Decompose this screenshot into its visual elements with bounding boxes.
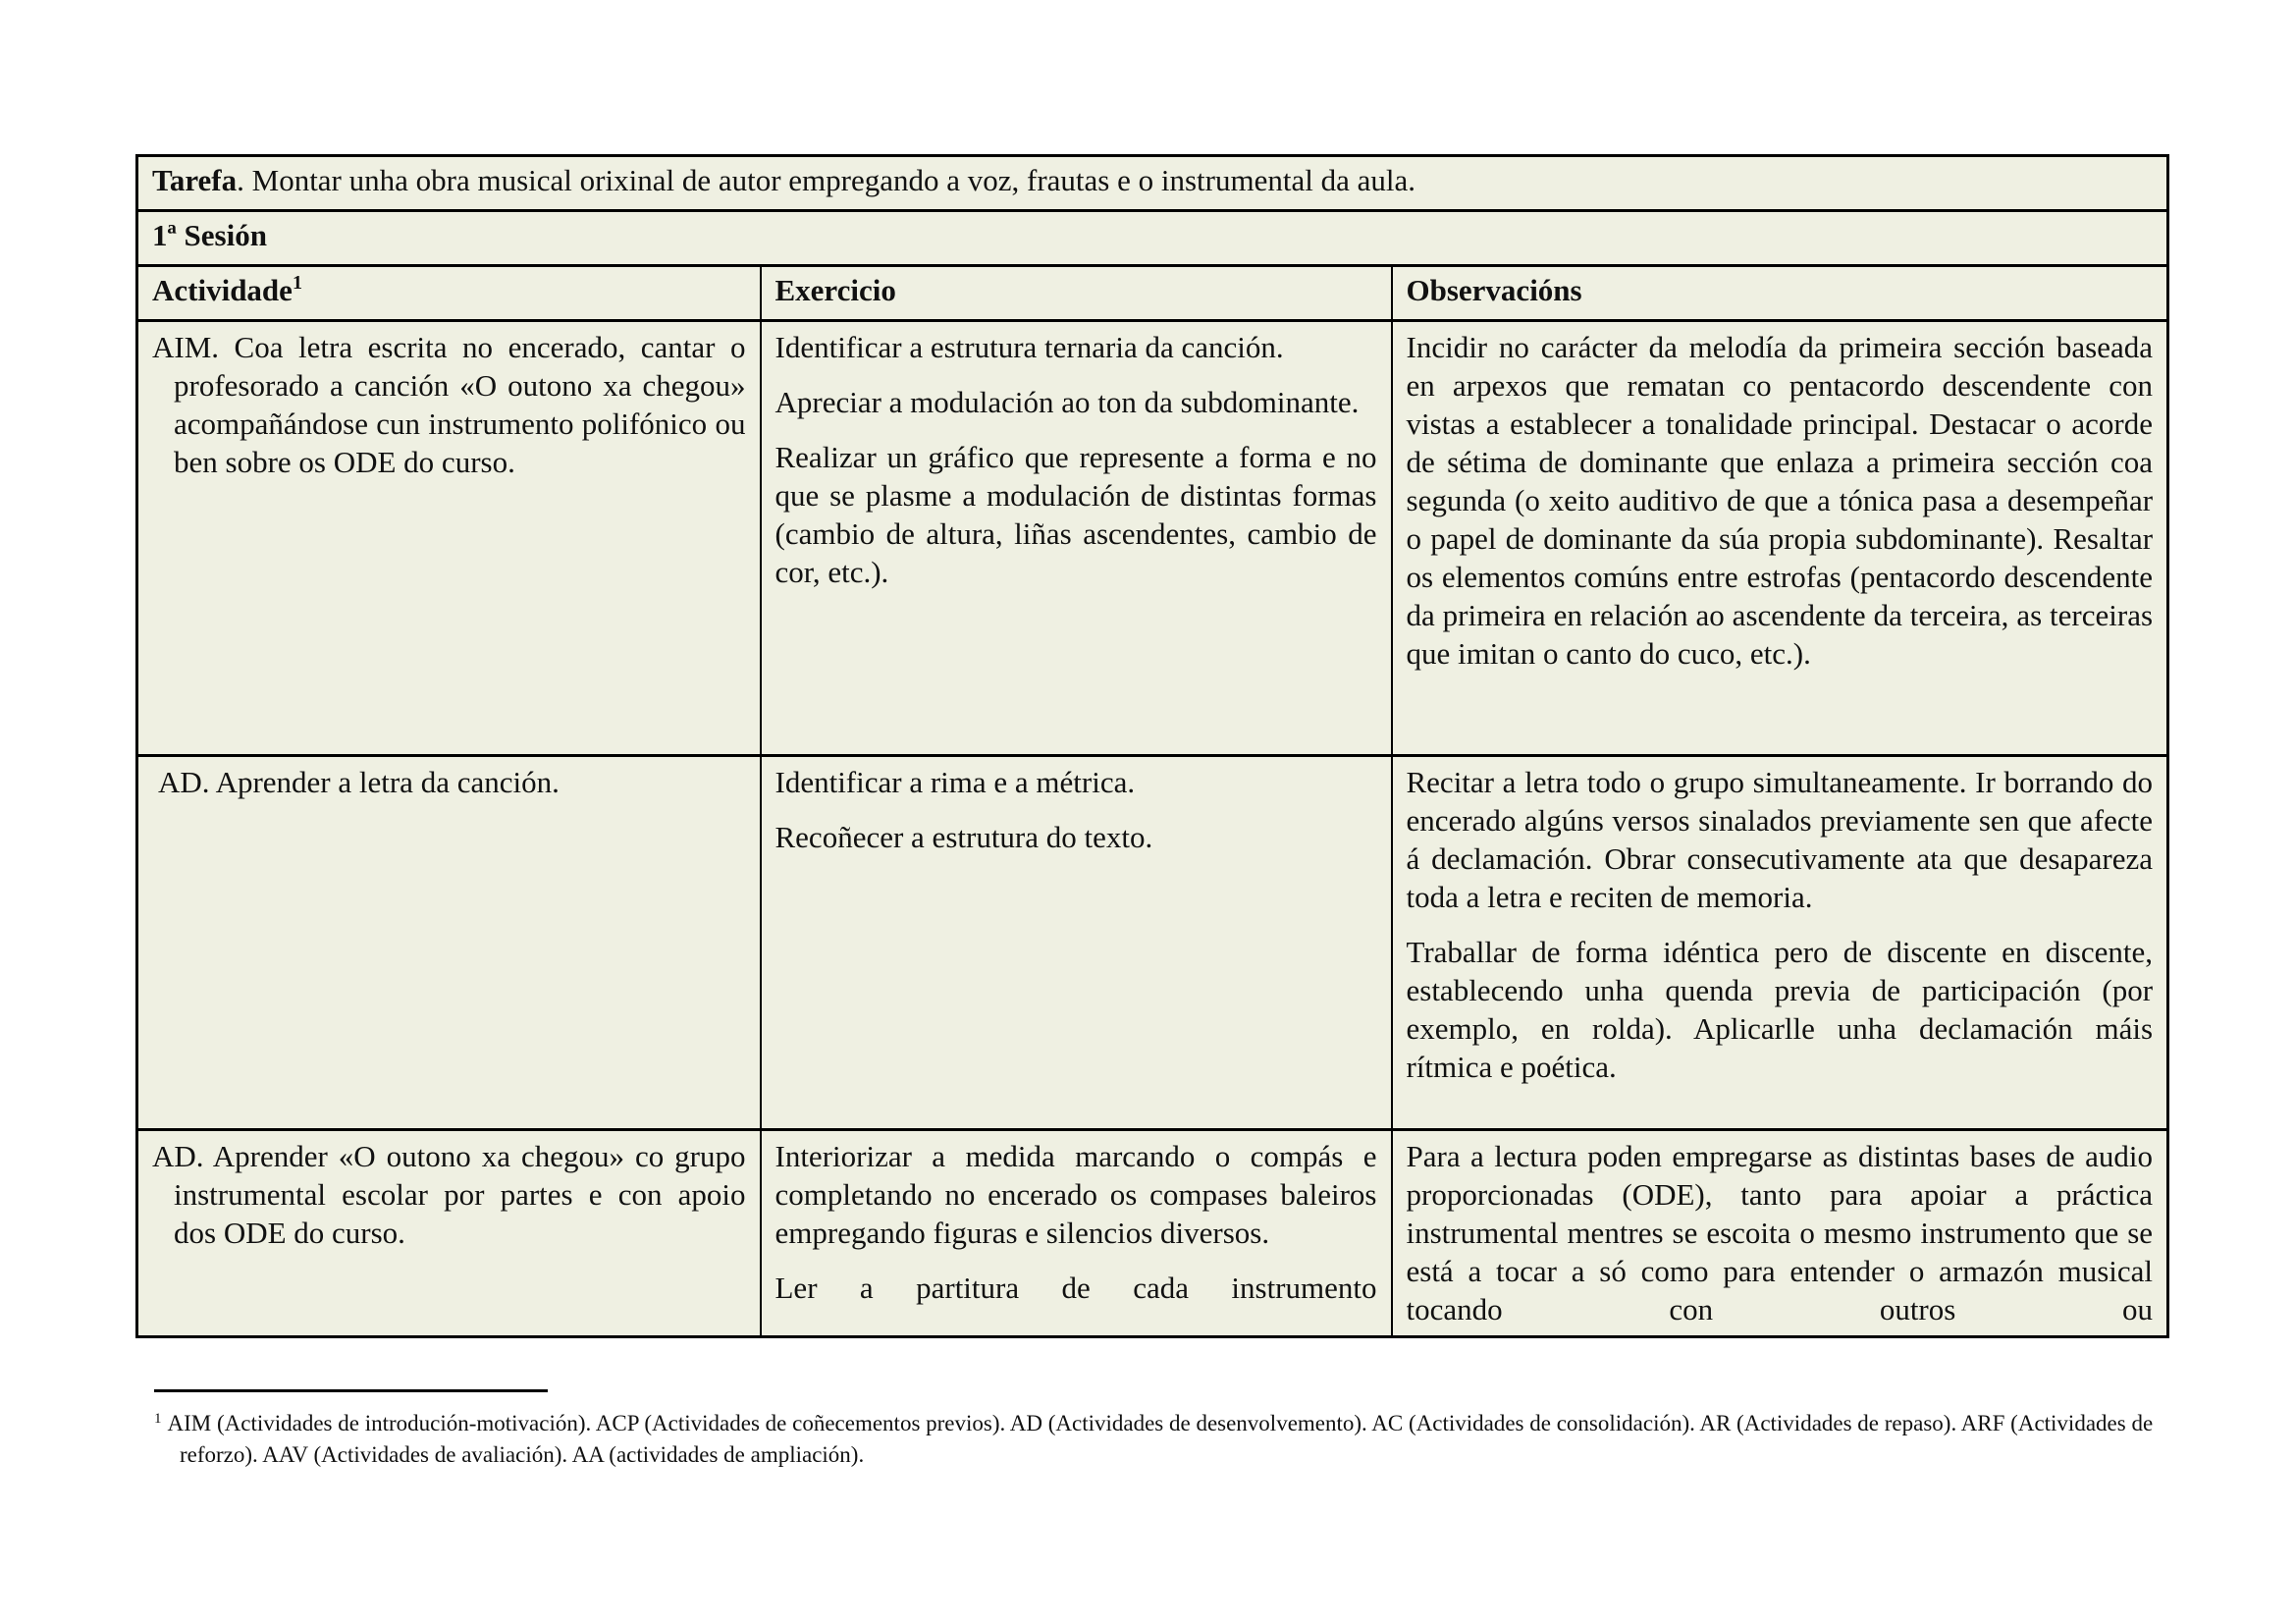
footnote-separator <box>154 1389 548 1392</box>
footnote <box>154 1408 2192 1471</box>
task-cell <box>137 156 2168 211</box>
footnote-marker: 1 <box>154 1411 162 1427</box>
table-row <box>137 756 2168 1130</box>
exercise-item: Recoñecer a estrutura do texto. <box>774 820 1153 854</box>
session-plan-table <box>135 154 2169 1338</box>
observation-item: Incidir no carácter da melodía da primeira sección baseada en arpexos que rematan co pentacordo descendente con vistas a establecer a tonalidade principal. Destacar o acorde de sétima de dominante que enlaza a primeira sección coa segunda (o xeito auditivo de que a tónica pasa a desempeñar o papel de dominante da súa propia subdominante). Resaltar os elementos comúns entre estrofas (pentacordo descendente da primeira en relación ao ascendente da terceira, as terceiras que imitan o canto do cuco, etc.). <box>1406 330 2154 671</box>
observations-cell <box>1392 321 2168 756</box>
session-title: 1ª Sesión <box>137 211 2168 266</box>
exercise-item: Identificar a rima e a métrica. <box>774 765 1136 799</box>
exercise-cell <box>761 756 1392 1130</box>
exercise-item: Ler a partitura de cada instrumento <box>774 1271 1377 1305</box>
task-text: . Montar unha obra musical orixinal de autor empregando a voz, frautas e o instrumental da aula. <box>237 163 1415 197</box>
session-row <box>137 211 2168 266</box>
exercise-cell <box>761 321 1392 756</box>
footnote-reference: 1 <box>292 272 302 294</box>
observation-item: Traballar de forma idéntica pero de discente en discente, establecendo unha quenda previa de participación (por exemplo, en rolda). Aplicarlle unha declamación máis rítmica e poética. <box>1406 935 2154 1084</box>
activity-cell <box>137 321 761 756</box>
exercise-item: Interiorizar a medida marcando o compás e completando no encerado os compases baleiros empregando figuras e silencios diversos. <box>774 1139 1377 1250</box>
observations-cell <box>1392 1130 2168 1337</box>
column-header-exercise: Exercicio <box>761 266 1392 321</box>
column-header-activity <box>137 266 761 321</box>
column-header-observations: Observacións <box>1392 266 2168 321</box>
footnote-text: AIM (Actividades de introdución-motivación). ACP (Actividades de coñecementos previos). AD (Actividades de desenvolvemento). AC (Actividades de consolidación). AR (Actividades de repaso). ARF (Actividades de reforzo). AAV (Actividades de avaliación). AA (actividades de ampliación). <box>167 1411 2154 1467</box>
exercise-item: Identificar a estrutura ternaria da canción. <box>774 330 1284 364</box>
table-row <box>137 1130 2168 1337</box>
table-row <box>137 321 2168 756</box>
exercise-item: Apreciar a modulación ao ton da subdominante. <box>774 385 1360 419</box>
exercise-item: Realizar un gráfico que represente a forma e no que se plasme a modulación de distintas formas (cambio de altura, liñas ascendentes, cambio de cor, etc.). <box>774 440 1377 589</box>
activity-text: AD. Aprender a letra da canción. <box>158 765 560 799</box>
column-header-row <box>137 266 2168 321</box>
activity-text: AIM. Coa letra escrita no encerado, cantar o profesorado a canción «O outono xa chegou» acompañándose cun instrumento polifónico ou ben sobre os ODE do curso. <box>152 330 746 479</box>
exercise-cell <box>761 1130 1392 1337</box>
activity-cell <box>137 756 761 1130</box>
column-header-activity-label: Actividade <box>152 273 293 307</box>
task-label: Tarefa <box>152 163 238 197</box>
observation-item: Recitar a letra todo o grupo simultaneamente. Ir borrando do encerado algúns versos sinalados previamente sen que afecte á declamación. Obrar consecutivamente ata que desapareza toda a letra e reciten de memoria. <box>1406 765 2154 914</box>
activity-cell <box>137 1130 761 1337</box>
activity-text: AD. Aprender «O outono xa chegou» co grupo instrumental escolar por partes e con apoio dos ODE do curso. <box>152 1139 746 1250</box>
observations-cell <box>1392 756 2168 1130</box>
task-row <box>137 156 2168 211</box>
observation-item: Para a lectura poden empregarse as distintas bases de audio proporcionadas (ODE), tanto para apoiar a práctica instrumental mentres se escoita o mesmo instrumento que se está a tocar a só como para entender o armazón musical tocando con outros ou <box>1406 1139 2154 1326</box>
